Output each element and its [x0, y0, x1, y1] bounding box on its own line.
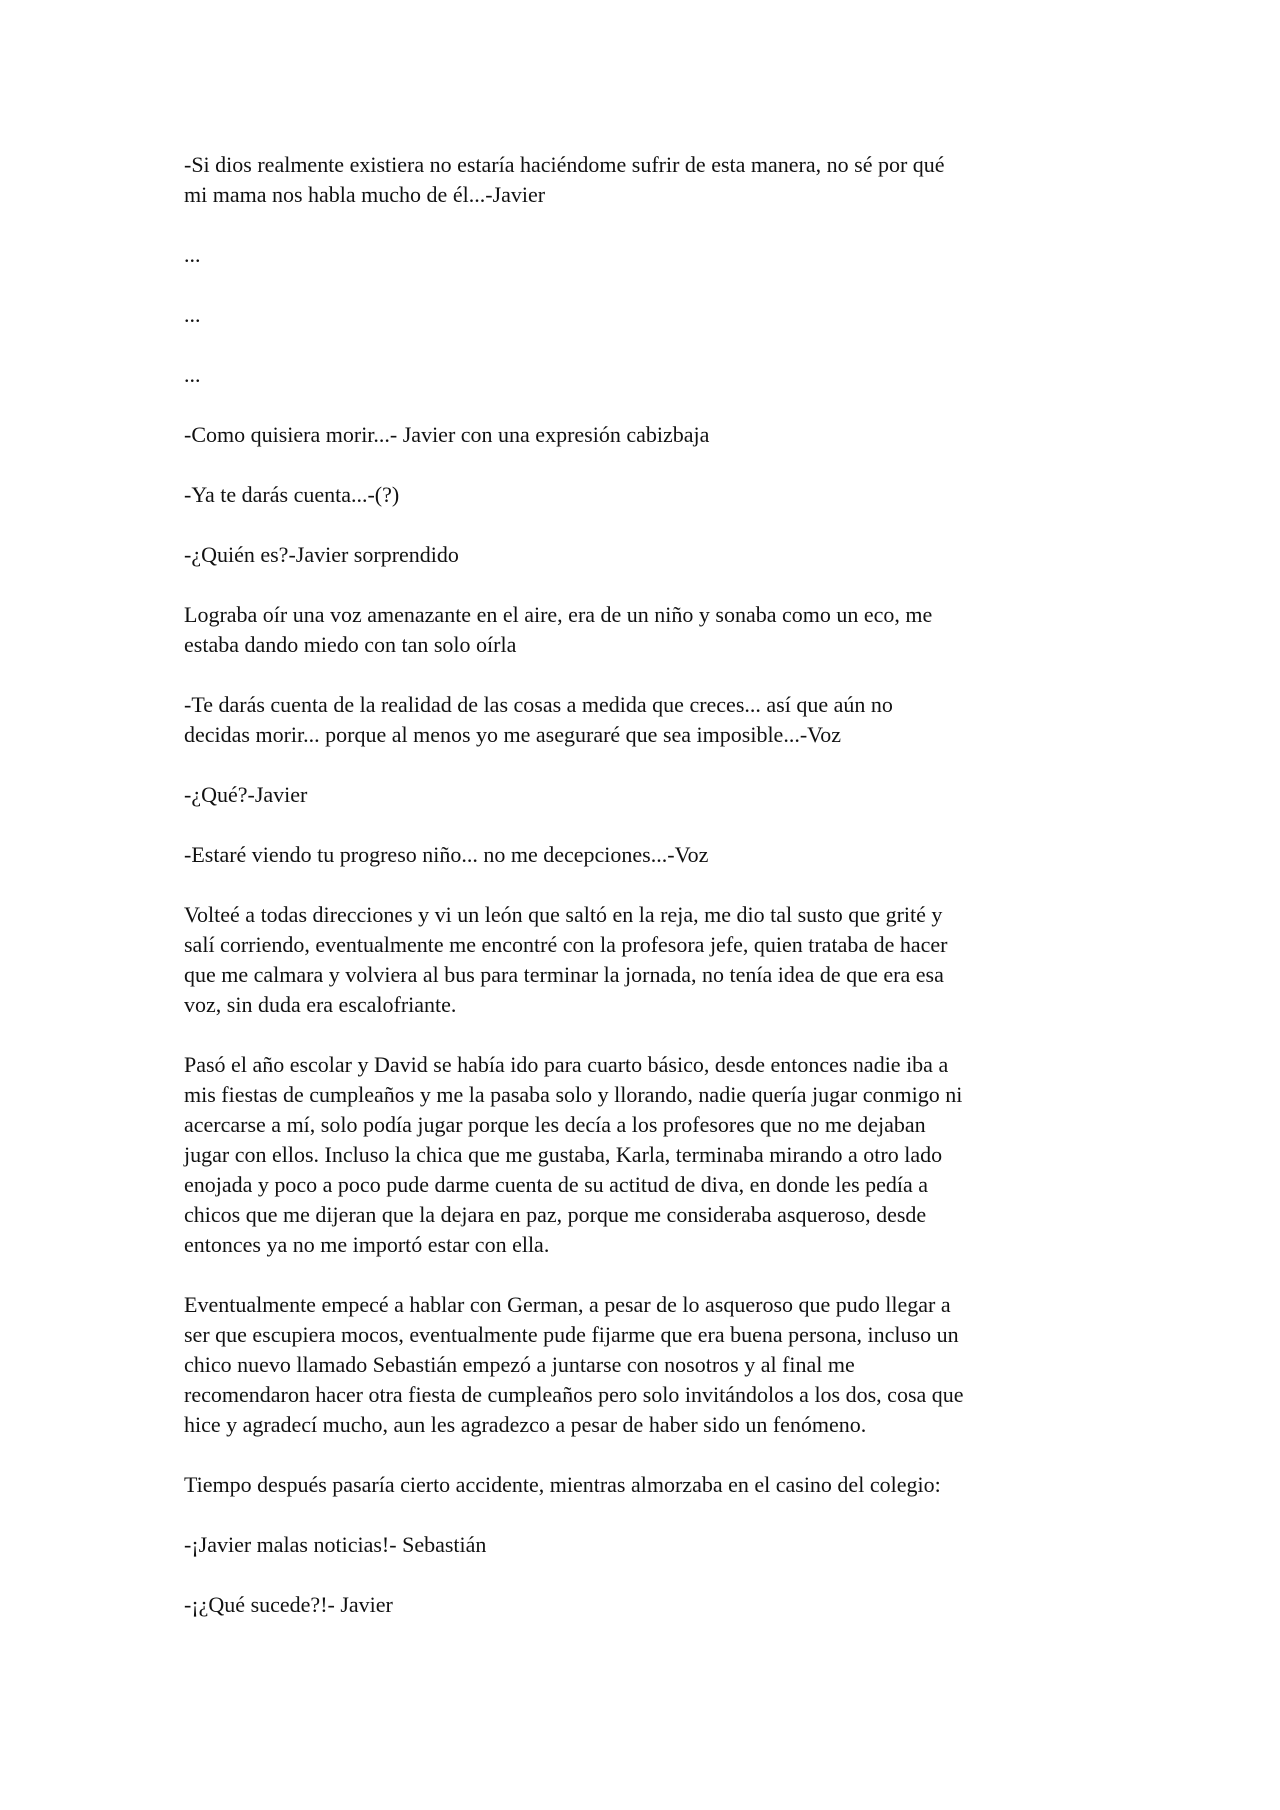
text-line: ser que escupiera mocos, eventualmente pude fijarme que era buena persona, incluso un — [184, 1322, 959, 1347]
paragraph — [184, 780, 1124, 810]
text-line: entonces ya no me importó estar con ella. — [184, 1232, 550, 1257]
paragraph — [184, 420, 1124, 450]
text-line: decidas morir... porque al menos yo me aseguraré que sea imposible...-Voz — [184, 722, 841, 747]
text-line: recomendaron hacer otra fiesta de cumpleaños pero solo invitándolos a los dos, cosa que — [184, 1382, 964, 1407]
paragraph — [184, 240, 1124, 270]
paragraph — [184, 840, 1124, 870]
text-line: Tiempo después pasaría cierto accidente, mientras almorzaba en el casino del colegio: — [184, 1472, 941, 1497]
paragraph — [184, 1590, 1124, 1620]
text-line: mi mama nos habla mucho de él...-Javier — [184, 182, 546, 207]
text-line: Eventualmente empecé a hablar con German, a pesar de lo asqueroso que pudo llegar a — [184, 1292, 951, 1317]
paragraph — [184, 1290, 1124, 1440]
text-line: ... — [184, 302, 201, 327]
paragraph — [184, 600, 1124, 660]
text-line: ... — [184, 362, 201, 387]
text-line: salí corriendo, eventualmente me encontré con la profesora jefe, quien trataba de hacer — [184, 932, 948, 957]
text-line: acercarse a mí, solo podía jugar porque les decía a los profesores que no me dejaban — [184, 1112, 926, 1137]
paragraph — [184, 1050, 1124, 1260]
text-line: hice y agradecí mucho, aun les agradezco a pesar de haber sido un fenómeno. — [184, 1412, 867, 1437]
paragraph — [184, 150, 1124, 210]
paragraph — [184, 480, 1124, 510]
paragraph — [184, 540, 1124, 570]
paragraph — [184, 300, 1124, 330]
text-line: Volteé a todas direcciones y vi un león que saltó en la reja, me dio tal susto que grité y — [184, 902, 943, 927]
paragraph — [184, 690, 1124, 750]
text-line: estaba dando miedo con tan solo oírla — [184, 632, 517, 657]
document-page — [184, 150, 1124, 1650]
text-line: mis fiestas de cumpleaños y me la pasaba solo y llorando, nadie quería jugar conmigo ni — [184, 1082, 963, 1107]
text-line: chicos que me dijeran que la dejara en paz, porque me consideraba asqueroso, desde — [184, 1202, 927, 1227]
text-line: -¡Javier malas noticias!- Sebastián — [184, 1532, 487, 1557]
paragraph — [184, 360, 1124, 390]
paragraph — [184, 1470, 1124, 1500]
text-line: que me calmara y volviera al bus para terminar la jornada, no tenía idea de que era esa — [184, 962, 944, 987]
text-line: -Si dios realmente existiera no estaría haciéndome sufrir de esta manera, no sé por qué — [184, 152, 945, 177]
text-line: enojada y poco a poco pude darme cuenta de su actitud de diva, en donde les pedía a — [184, 1172, 929, 1197]
text-line: jugar con ellos. Incluso la chica que me gustaba, Karla, terminaba mirando a otro lado — [184, 1142, 943, 1167]
text-line: ... — [184, 242, 201, 267]
text-line: -Te darás cuenta de la realidad de las cosas a medida que creces... así que aún no — [184, 692, 893, 717]
text-line: -Como quisiera morir...- Javier con una expresión cabizbaja — [184, 422, 710, 447]
text-line: chico nuevo llamado Sebastián empezó a juntarse con nosotros y al final me — [184, 1352, 855, 1377]
text-line: -¿Qué?-Javier — [184, 782, 308, 807]
text-line: voz, sin duda era escalofriante. — [184, 992, 457, 1017]
paragraph — [184, 900, 1124, 1020]
text-line: Pasó el año escolar y David se había ido para cuarto básico, desde entonces nadie iba a — [184, 1052, 949, 1077]
text-line: Lograba oír una voz amenazante en el aire, era de un niño y sonaba como un eco, me — [184, 602, 933, 627]
text-line: -¡¿Qué sucede?!- Javier — [184, 1592, 393, 1617]
paragraph — [184, 1530, 1124, 1560]
text-line: -Estaré viendo tu progreso niño... no me decepciones...-Voz — [184, 842, 709, 867]
text-line: -¿Quién es?-Javier sorprendido — [184, 542, 459, 567]
text-line: -Ya te darás cuenta...-(?) — [184, 482, 400, 507]
